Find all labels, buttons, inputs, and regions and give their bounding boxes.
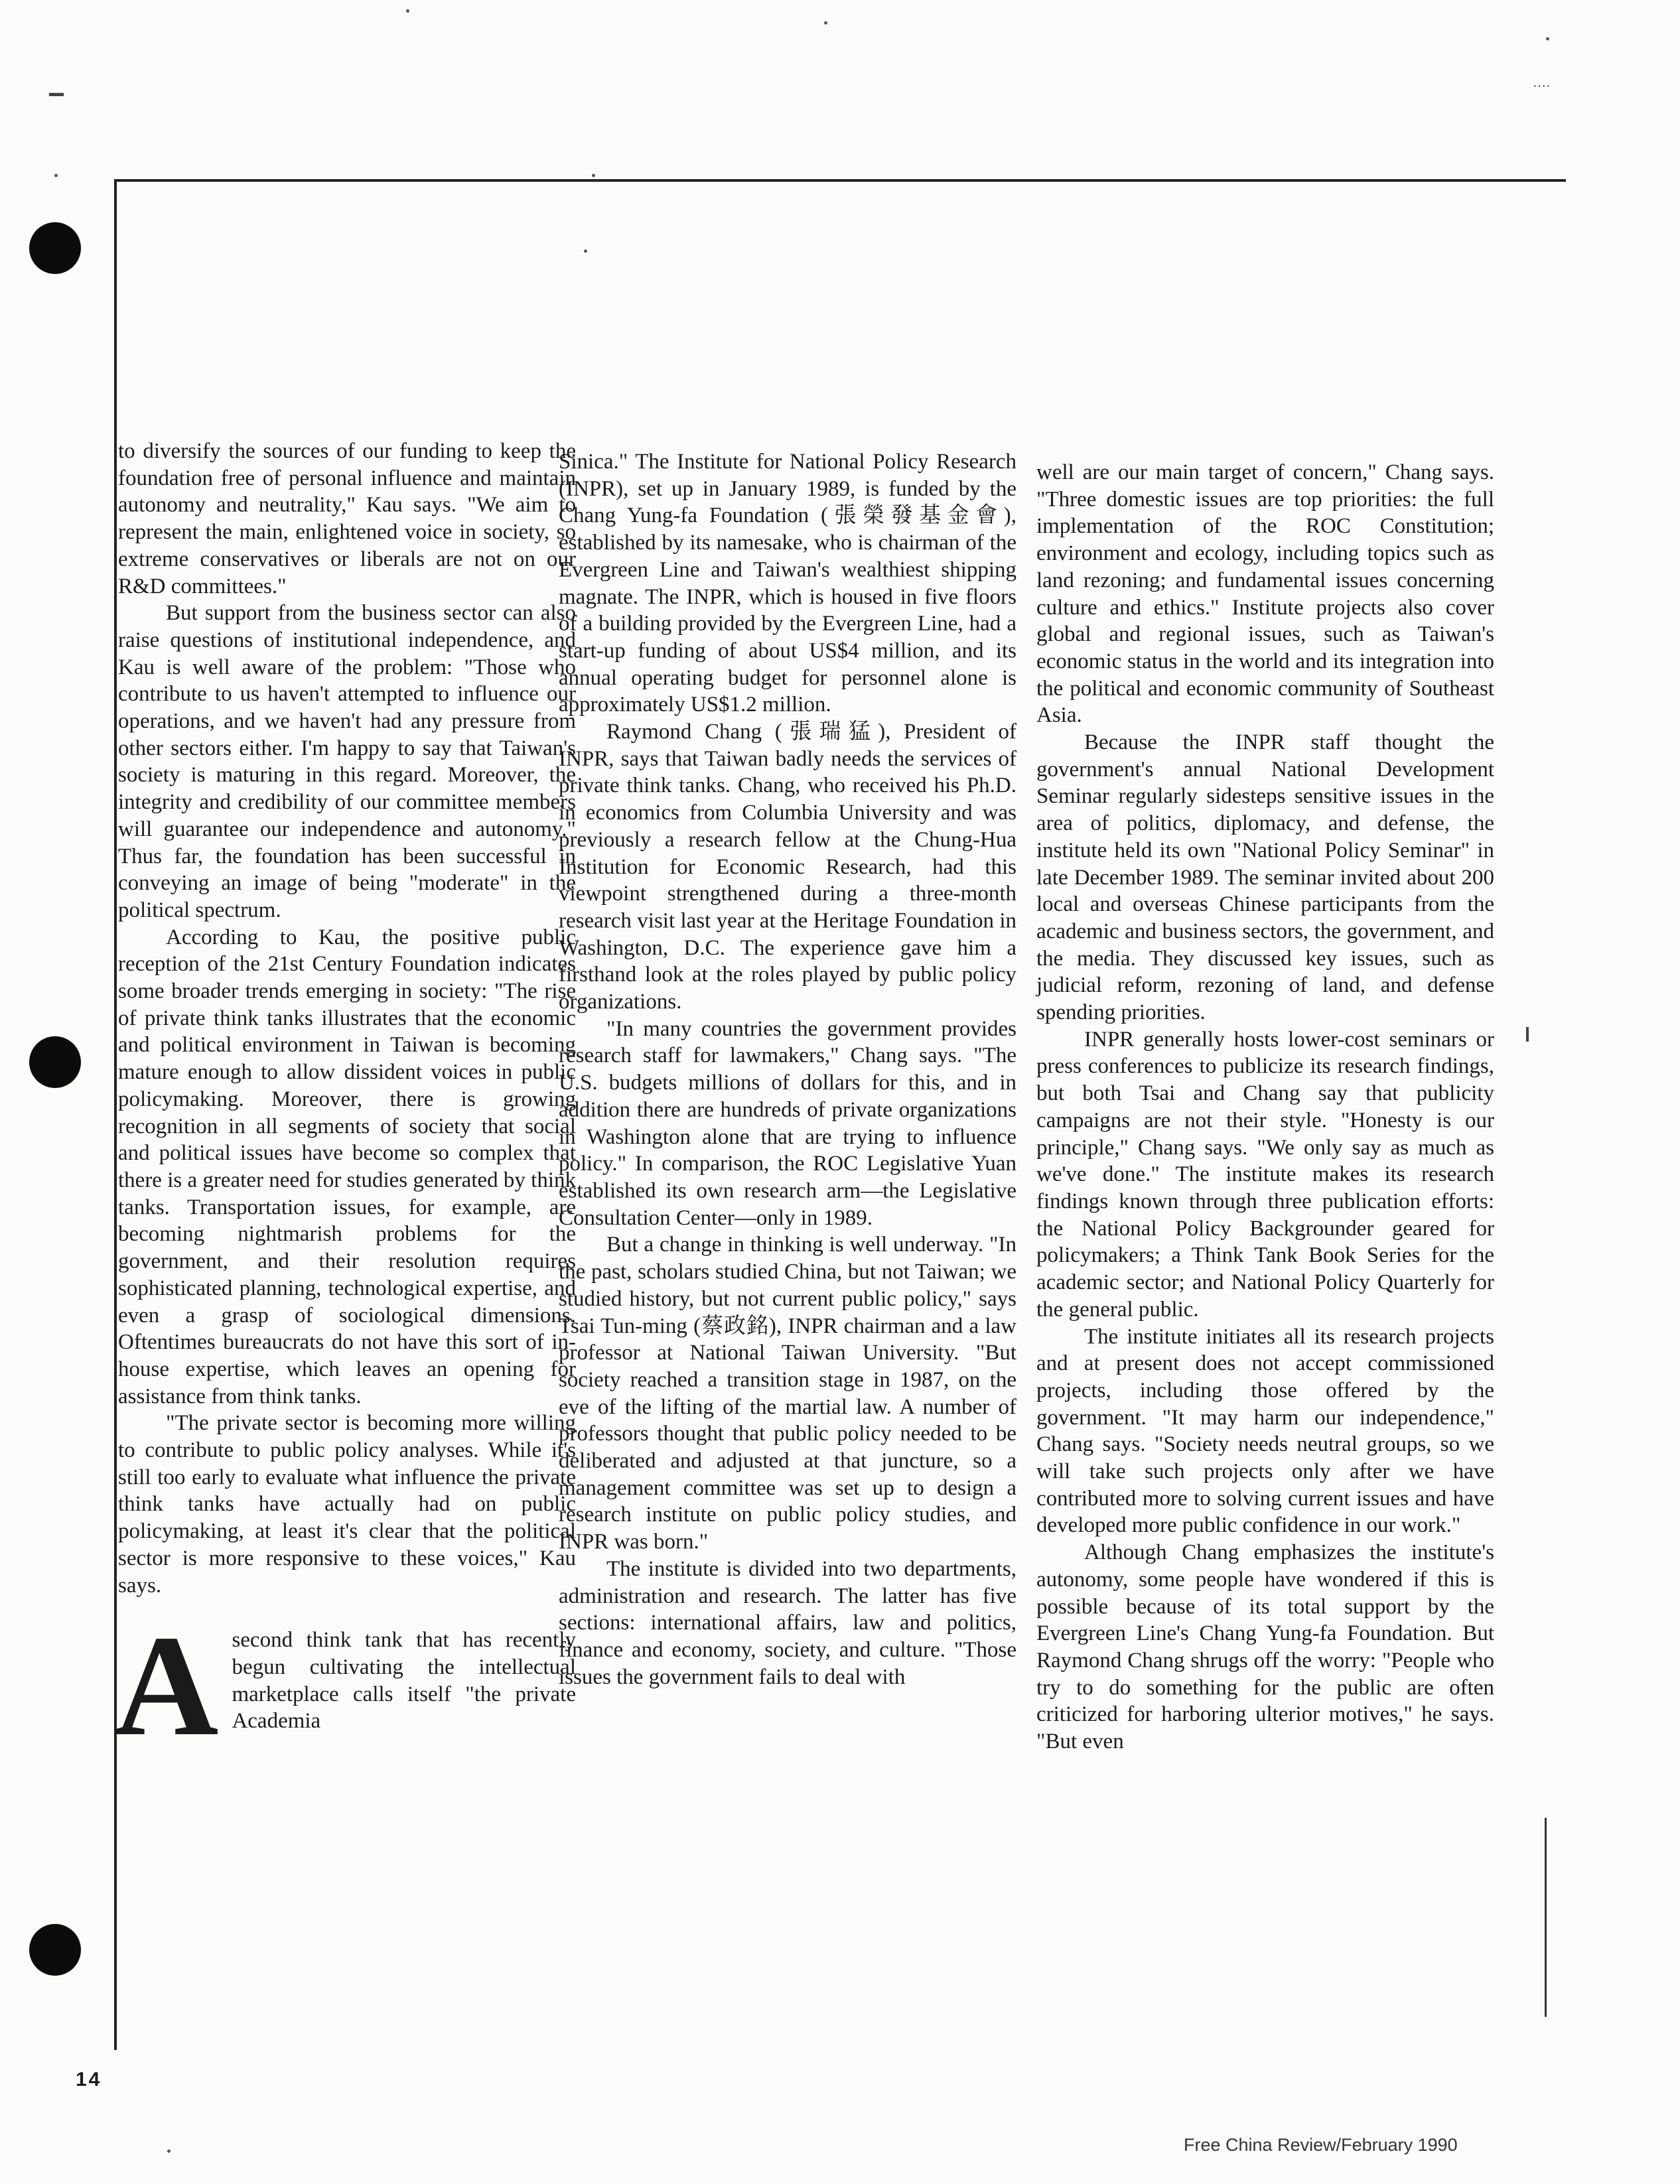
scan-speck bbox=[167, 2150, 171, 2153]
right-rule bbox=[1545, 1818, 1547, 2017]
scan-speck bbox=[824, 21, 827, 25]
column-1 bbox=[114, 438, 576, 1767]
paragraph: The institute initiates all its research projects and at present does not accept commissioned projects, including those offered by the government. "It may harm our independence," Chang says. "Society needs neutral groups, so we will take such projects only after we have contributed more to solving current issues and have developed more public confidence in our work." bbox=[1036, 1324, 1494, 1538]
paragraph: Because the INPR staff thought the government's annual National Development Seminar regularly sidesteps sensitive issues in the area of politics, diplomacy, and defense, the institute held its own "National Policy Seminar" in late December 1989. The seminar invited about 200 local and overseas Chinese participants from the academic and business sectors, the government, and the media. They discussed key issues, such as judicial reform, rezoning of land, and defense spending priorities. bbox=[1036, 730, 1494, 1025]
paragraph: Although Chang emphasizes the institute's autonomy, some people have wondered if this is possible because of its total support by the Evergreen Line's Chang Yung-fa Foundation. But Raymond Chang shrugs off the worry: "People who try to do something for the public are often criticized for harboring ulterior motives," he says. "But even bbox=[1036, 1540, 1494, 1754]
scan-speck bbox=[406, 9, 409, 13]
punch-hole-bottom bbox=[29, 1924, 81, 1976]
drop-cap: A bbox=[114, 1606, 219, 1767]
paragraph: well are our main target of concern," Chang says. "Three domestic issues are top priorities: the full implementation of the ROC Constitution; environment and ecology, including topics such as land rezoning; and fundamental issues concerning culture and ethics." Institute projects also cover global and regional issues, such as Taiwan's economic status in the world and its integration into the political and economic community of Southeast Asia. bbox=[1036, 460, 1494, 728]
scan-mark bbox=[1526, 1027, 1529, 1042]
paragraph: "The private sector is becoming more willing to contribute to public policy analyses. While it's still too early to evaluate what influence the private think tanks have actually had on public policymaking, at least it's clear that the political sector is more responsive to these voices," Kau says. bbox=[118, 1411, 576, 1598]
paragraph: "In many countries the government provides research staff for lawmakers," Chang says. "The U.S. budgets millions of dollars for this, and in addition there are hundreds of private organizations in Washington alone that are trying to influence policy." In comparison, the ROC Legislative Yuan established its own research arm—the Legislative Consultation Center—only in 1989. bbox=[559, 1016, 1016, 1230]
page-number: 14 bbox=[76, 2069, 102, 2090]
punch-hole-top bbox=[29, 222, 81, 274]
column-2 bbox=[559, 448, 1016, 1690]
punch-hole-middle bbox=[29, 1036, 81, 1088]
scan-speck bbox=[584, 249, 587, 253]
paragraph: second think tank that has recently begun cultivating the intellectual marketplace calls itself "the private Academia bbox=[232, 1628, 576, 1734]
scan-mark bbox=[49, 93, 64, 96]
paragraph: According to Kau, the positive public reception of the 21st Century Foundation indicates some broader trends emerging in society: "The rise of private think tanks illustrates that the economic and political environment in Taiwan is becoming mature enough to allow dissident voices in public policymaking. Moreover, there is growing recognition in all segments of society that social and political issues have become so complex that there is a greater need for studies generated by think tanks. Transportation issues, for example, are becoming nightmarish problems for the government, and their resolution requires sophisticated planning, technological expertise, and even a grasp of sociological dimensions. Oftentimes bureaucrats do not have this sort of in-house expertise, which leaves an opening for assistance from think tanks. bbox=[118, 925, 576, 1408]
paragraph: Sinica." The Institute for National Policy Research (INPR), set up in January 1989, is funded by the Chang Yung-fa Foundation (張榮發基金會), established by its namesake, who is chairman of the Evergreen Line and Taiwan's wealthiest shipping magnate. The INPR, which is housed in five floors of a building provided by the Evergreen Line, had a start-up funding of about US$4 million, and its annual operating budget for personnel alone is approximately US$1.2 million. bbox=[559, 450, 1016, 717]
scan-speck bbox=[54, 174, 58, 177]
scan-speck bbox=[1546, 37, 1549, 40]
top-rule bbox=[114, 179, 1566, 182]
column-3 bbox=[1036, 459, 1494, 1755]
paragraph: But support from the business sector can also raise questions of institutional independence, and Kau is well aware of the problem: "Those who contribute to us haven't attempted to influence our operations, and we haven't had any pressure from other sectors either. I'm happy to say that Taiwan's society is maturing in this regard. Moreover, the integrity and credibility of our committee members will guarantee our independence and autonomy." Thus far, the foundation has been successful in conveying an image of being "moderate" in the political spectrum. bbox=[118, 601, 576, 922]
section-opening bbox=[114, 1606, 576, 1767]
paragraph: to diversify the sources of our funding to keep the foundation free of personal influence and maintain autonomy and neutrality," Kau says. "We aim to represent the main, enlightened voice in society, so extreme conservatives or liberals are not on our R&D committees." bbox=[118, 439, 576, 598]
paragraph: But a change in thinking is well underway. "In the past, scholars studied China, but not Taiwan; we studied history, but not current public policy," says Tsai Tun-ming (蔡政銘), INPR chairman and a law professor at National Taiwan University. "But society reached a transition stage in 1987, on the eve of the lifting of the martial law. A number of professors thought that public policy needed to be deliberated and adjusted at that juncture, so a management committee was set up to design a research institute on public policy studies, and INPR was born." bbox=[559, 1233, 1016, 1554]
scan-corner-mark: ‥‥ bbox=[1533, 76, 1551, 90]
paragraph: Raymond Chang (張瑞猛), President of INPR, says that Taiwan badly needs the services of private think tanks. Chang, who received his Ph.D. in economics from Columbia University and was previously a research fellow at the Chung-Hua Institution for Economic Research, had this viewpoint strengthened during a three-month research visit last year at the Heritage Foundation in Washington, D.C. The experience gave him a firsthand look at the roles played by public policy organizations. bbox=[559, 720, 1016, 1014]
paragraph: INPR generally hosts lower-cost seminars or press conferences to publicize its research findings, but both Tsai and Chang say that publicity campaigns are not their style. "Honesty is our principle," Chang says. "We only say as much as we've done." The institute makes its research findings known through three publication efforts: the National Policy Backgrounder geared for policymakers; a Think Tank Book Series for the academic sector; and National Policy Quarterly for the general public. bbox=[1036, 1027, 1494, 1322]
running-footer: Free China Review/February 1990 bbox=[1184, 2135, 1458, 2155]
left-rule bbox=[114, 179, 117, 2050]
paragraph: The institute is divided into two departments, administration and research. The latter has five sections: international affairs, law and politics, finance and economy, society, and culture. "Those issues the government fails to deal with bbox=[559, 1556, 1016, 1689]
scan-speck bbox=[592, 174, 595, 177]
